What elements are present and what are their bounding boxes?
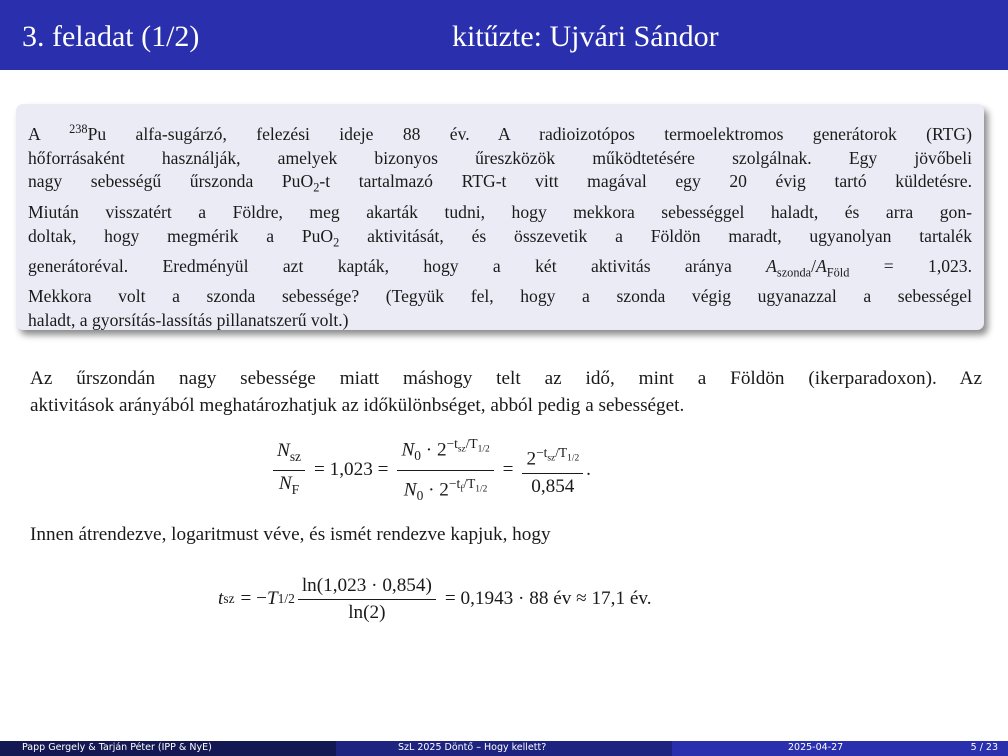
solution-paragraph-1	[30, 366, 982, 419]
problem-line-5: doltak, hogy megmérik a PuO$_2$ aktivitását, és összevetik a Földön maradt, ugyanolyan tartalék	[28, 225, 972, 250]
slide-header	[0, 0, 1008, 70]
problem-line-8: haladt, a gyorsítás-lassítás pillanatszerű volt.)	[28, 309, 349, 330]
log-fraction: $\frac{\ln(1,023 \cdot 0,854)}{\ln(2)}$	[298, 573, 436, 626]
decay-fraction: $\frac{N_0 \cdot 2^{-t_{sz}/T_{1/2}}}{N_0 \cdot 2^{-t_f/T_{1/2}}}$	[397, 431, 493, 508]
problem-line-7: Mekkora volt a szonda sebessége? (Tegyük fel, hogy a szonda végig ugyanazzal a sebességel	[28, 286, 972, 307]
problem-line-2: hőforrásaként használják, amelyek bizonyos űreszközök működtetésére szolgálnak. Egy jövőbeli	[28, 147, 972, 168]
slide-author: kitűzte: Ujvári Sándor	[452, 20, 719, 53]
solution-line-1: Az űrszondán nagy sebessége miatt máshogy telt az idő, mint a Földön (ikerparadoxon). Az	[30, 368, 982, 389]
ratio-fraction: $\frac{N_{sz}}{N_F}$	[273, 438, 305, 503]
problem-line-6: generátoréval. Eredményül azt kapták, hogy a két aktivitás aránya $A_{szonda}/A_{Föld} = 1,023$.	[28, 255, 973, 280]
slide-footer	[0, 741, 1008, 756]
problem-text	[28, 118, 972, 333]
footer-date: 2025-04-27	[788, 742, 844, 753]
solution-paragraph-2	[30, 522, 982, 549]
footer-page-number: 5 / 23	[970, 742, 998, 753]
solution-line-2: aktivitások arányából meghatározhatjuk az időkülönbséget, abból pedig a sebességet.	[30, 394, 685, 416]
solution-line-3: Innen átrendezve, logaritmust véve, és ismét rendezve kapjuk, hogy	[30, 524, 551, 545]
problem-line-3: nagy sebességű űrszonda PuO$_2$-t tartalmazó RTG-t vitt magával egy 20 évig tartó küldetésre.	[28, 171, 973, 195]
problem-line-1: A $^{238}$Pu alfa-sugárzó, felezési ideje 88 év. A radioizotópos termoelektromos generátorok (RTG)	[28, 122, 972, 144]
simplified-fraction: $\frac{2^{-t_{sz}/T_{1/2}}}{0,854}$	[522, 440, 583, 499]
problem-line-4: Miután visszatért a Földre, meg akarták tudni, hogy mekkora sebességgel haladt, és arra gon-	[28, 201, 972, 222]
footer-date-page	[672, 741, 1008, 756]
activity-ratio-equation: $\frac{N_{sz}}{N_F}$ = 1,023 = $\frac{N_0 \cdot 2^{-t_{sz}/T_{1/2}}}{N_0 \cdot 2^{-t_f/T_{1/2}}}$ = $\frac{2^{-t_{sz}/T_{1/2}}}{0,854}$ .	[270, 438, 591, 502]
footer-event: SzL 2025 Döntő – Hogy kellett?	[336, 741, 672, 756]
problem-box	[16, 104, 984, 330]
footer-authors: Papp Gergely & Tarján Péter (IPP & NyE)	[0, 741, 336, 756]
slide-title: 3. feladat (1/2)	[22, 20, 200, 53]
time-result-equation: t sz = − T 1/2 $\frac{\ln(1,023 \cdot 0,854)}{\ln(2)}$ = 0,1943 · 88 év ≈ 17,1 év.	[218, 568, 652, 630]
